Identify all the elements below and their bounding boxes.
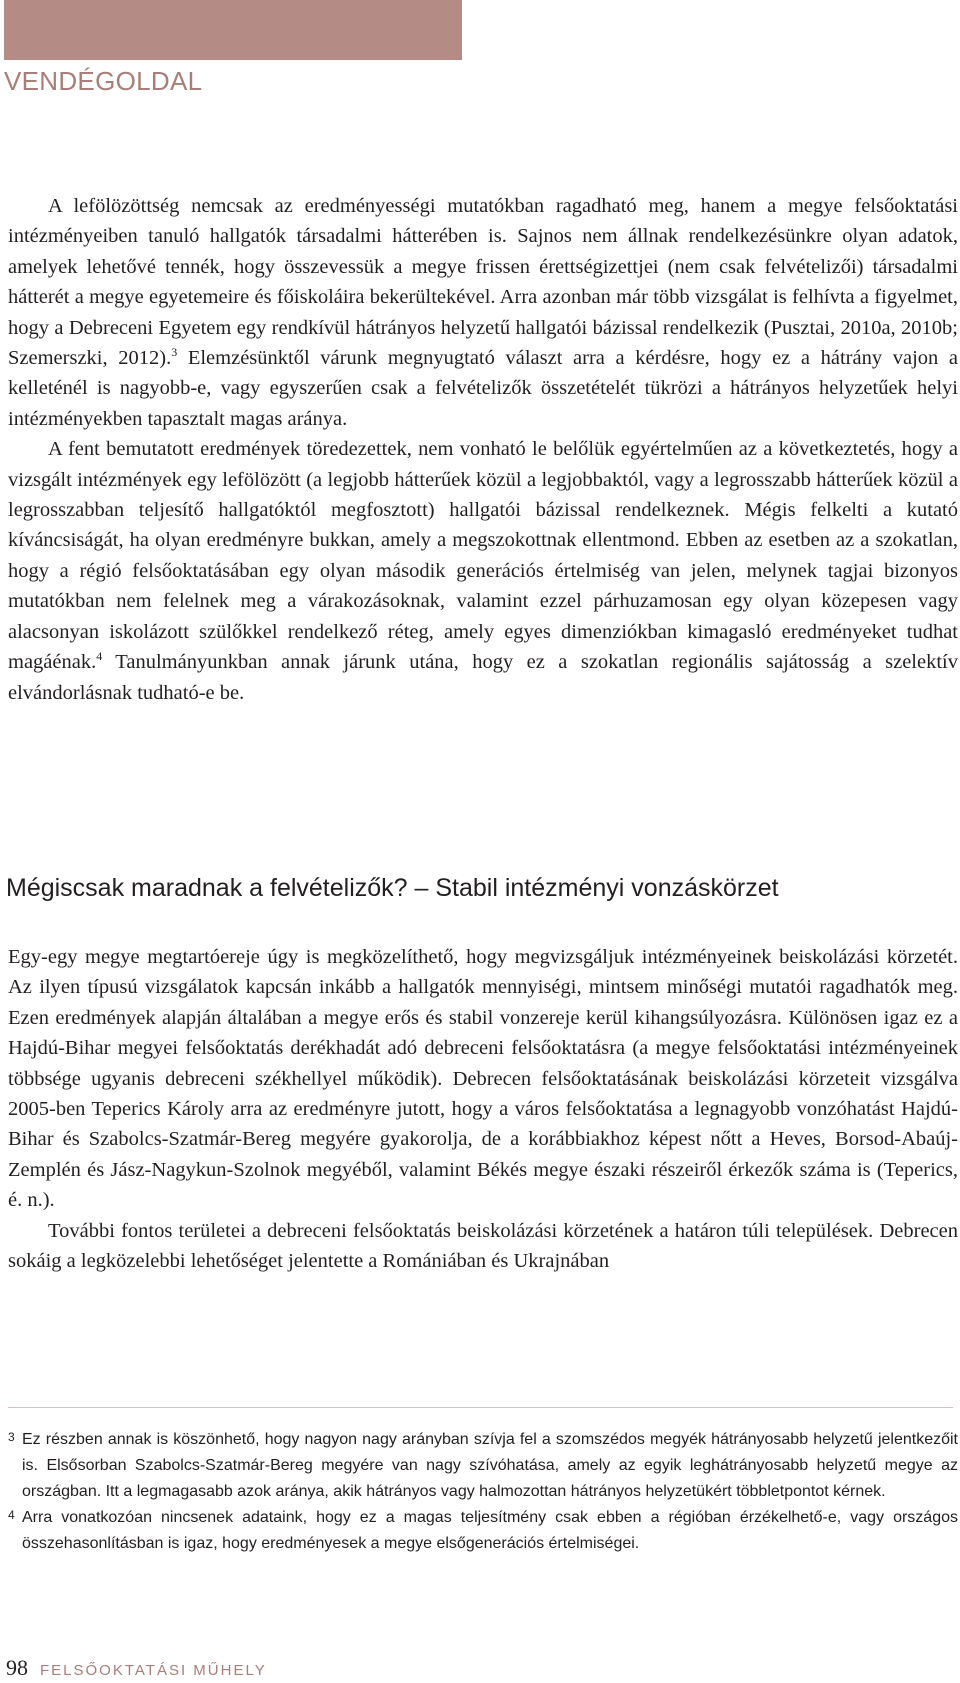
- paragraph: Egy-egy megye megtartóereje úgy is megközelíthető, hogy megvizsgáljuk intézményeinek beiskolázási körzetét. Az ilyen típusú vizsgálatok kapcsán inkább a hallgatók mennyiségi, mintsem minőségi mutatói ragadhatók meg. Ezen eredmények alapján általában a megye erős és stabil vonzereje kerül kihangsúlyozásra. Különösen igaz ez a Hajdú-Bihar megyei felsőoktatás derékhadát adó debreceni felsőoktatásra (a megye felsőoktatási intézményeinek többsége ugyanis debreceni székhellyel működik). Debrecen felsőoktatásának beiskolázási körzeteit vizsgálva 2005-ben Teperics Károly arra az eredményre jutott, hogy a város felsőoktatása a legnagyobb vonzóhatást Hajdú-Bihar és Szabolcs-Szatmár-Bereg megyére gyakorolja, de a korábbiakhoz képest nőtt a Heves, Borsod-Abaúj-Zemplén és Jász-Nagykun-Szolnok megyéből, valamint Békés megye északi részeiről érkezők száma is (Teperics, é. n.).: [8, 946, 958, 1212]
- footnote-text: Arra vonatkozóan nincsenek adataink, hogy ez a magas teljesítmény csak ebben a régióban érzékelhető-e, vagy országos összehasonlításban is igaz, hogy eredményesek a megye elsőgenerációs értelmiségei.: [22, 1509, 958, 1552]
- section-label: VENDÉGOLDAL: [4, 66, 203, 96]
- footnote-ref[interactable]: 4: [96, 649, 103, 664]
- intro-text: [8, 191, 958, 708]
- footnote-text: Ez részben annak is köszönhető, hogy nagyon nagy arányban szívja fel a szomszédos megyék hátrányosabb helyzetű jelentkezőit is. Elsősorban Szabolcs-Szatmár-Bereg megyére van nagy szívóhatása, amely az egyik leghátrányosabb helyzetű megye az országban. Itt a legmagasabb azok aránya, akik hátrányos vagy halmozottan hátrányos helyzetükért többletpontot kérnek.: [22, 1431, 958, 1500]
- footnotes: [8, 1427, 958, 1557]
- footnote-ref[interactable]: 3: [171, 345, 178, 360]
- footnote-divider: [8, 1407, 953, 1408]
- paragraph: [8, 434, 958, 708]
- section-heading: Mégiscsak maradnak a felvételizők? – Stabil intézményi vonzáskörzet: [6, 874, 779, 902]
- paragraph: További fontos területei a debreceni felsőoktatás beiskolázási körzetének a határon túli települések. Debrecen sokáig a legközelebbi lehetőséget jelentette a Romániában és Ukrajnában: [8, 1219, 958, 1273]
- footnote-number: 4: [8, 1508, 15, 1522]
- paragraph-text: A lefölözöttség nemcsak az eredményességi mutatókban ragadható meg, hanem a megye felsőoktatási intézményeiben tanuló hallgatók társadalmi hátterében is. Sajnos nem állnak rendelkezésünkre olyan adatok, amelyek lehetővé tennék, hogy összevessük a megye frissen érettségizettjei (nem csak felvételizői) társadalmi hátterét a megye egyetemeire és főiskoláira bekerültekével. Arra azonban már több vizsgálat is felhívta a figyelmet, hogy a Debreceni Egyetem egy rendkívül hátrányos helyzetű hallgatói bázissal rendelkezik (Pusztai, 2010a, 2010b; Szemerszki, 2012).: [8, 195, 958, 370]
- section-body-text: [8, 942, 958, 1276]
- footnote-number: 3: [8, 1430, 15, 1444]
- header-color-bar: [4, 0, 462, 60]
- paragraph-text: Tanulmányunkban annak járunk utána, hogy ez a szokatlan regionális sajátosság a szelektív elvándorlásnak tudható-e be.: [8, 651, 958, 704]
- page-number: 98: [6, 1655, 28, 1680]
- page-footer: [6, 1655, 267, 1681]
- footnote: [8, 1505, 958, 1557]
- paragraph-text: A fent bemutatott eredmények töredezettek, nem vonható le belőlük egyértelműen az a következtetés, hogy a vizsgált intézmények egy lefölözött (a legjobb hátterűek közül a legjobbaktól, vagy a legrosszabb hátterűek közül a legrosszabban teljesítő hallgatóktól megfosztott) hallgatói bázissal rendelkeznek. Mégis felkelti a kutató kíváncsiságát, ha olyan eredményre bukkan, amely a megszokottnak ellentmond. Ebben az esetben az a szokatlan, hogy a régió felsőoktatásában egy olyan második generációs értelmiség van jelen, melynek tagjai bizonyos mutatókban nem felelnek meg a várakozásoknak, valamint ezzel párhuzamosan egy olyan közepesen vagy alacsonyan iskolázott szülőkkel rendelkező réteg, amely egyes dimenziókban kimagasló eredményeket tudhat magáénak.: [8, 438, 958, 674]
- paragraph: [8, 191, 958, 434]
- paragraph-text: Elemzésünktől várunk megnyugtató választ arra a kérdésre, hogy ez a hátrány vajon a kelleténél is nagyobb-e, vagy egyszerűen csak a felvételizők összetételét tükrözi a hátrányos helyzetűek helyi intézményekben tapasztalt magas aránya.: [8, 347, 958, 430]
- footnote: [8, 1427, 958, 1505]
- journal-name: FELSŐOKTATÁSI MŰHELY: [40, 1662, 267, 1679]
